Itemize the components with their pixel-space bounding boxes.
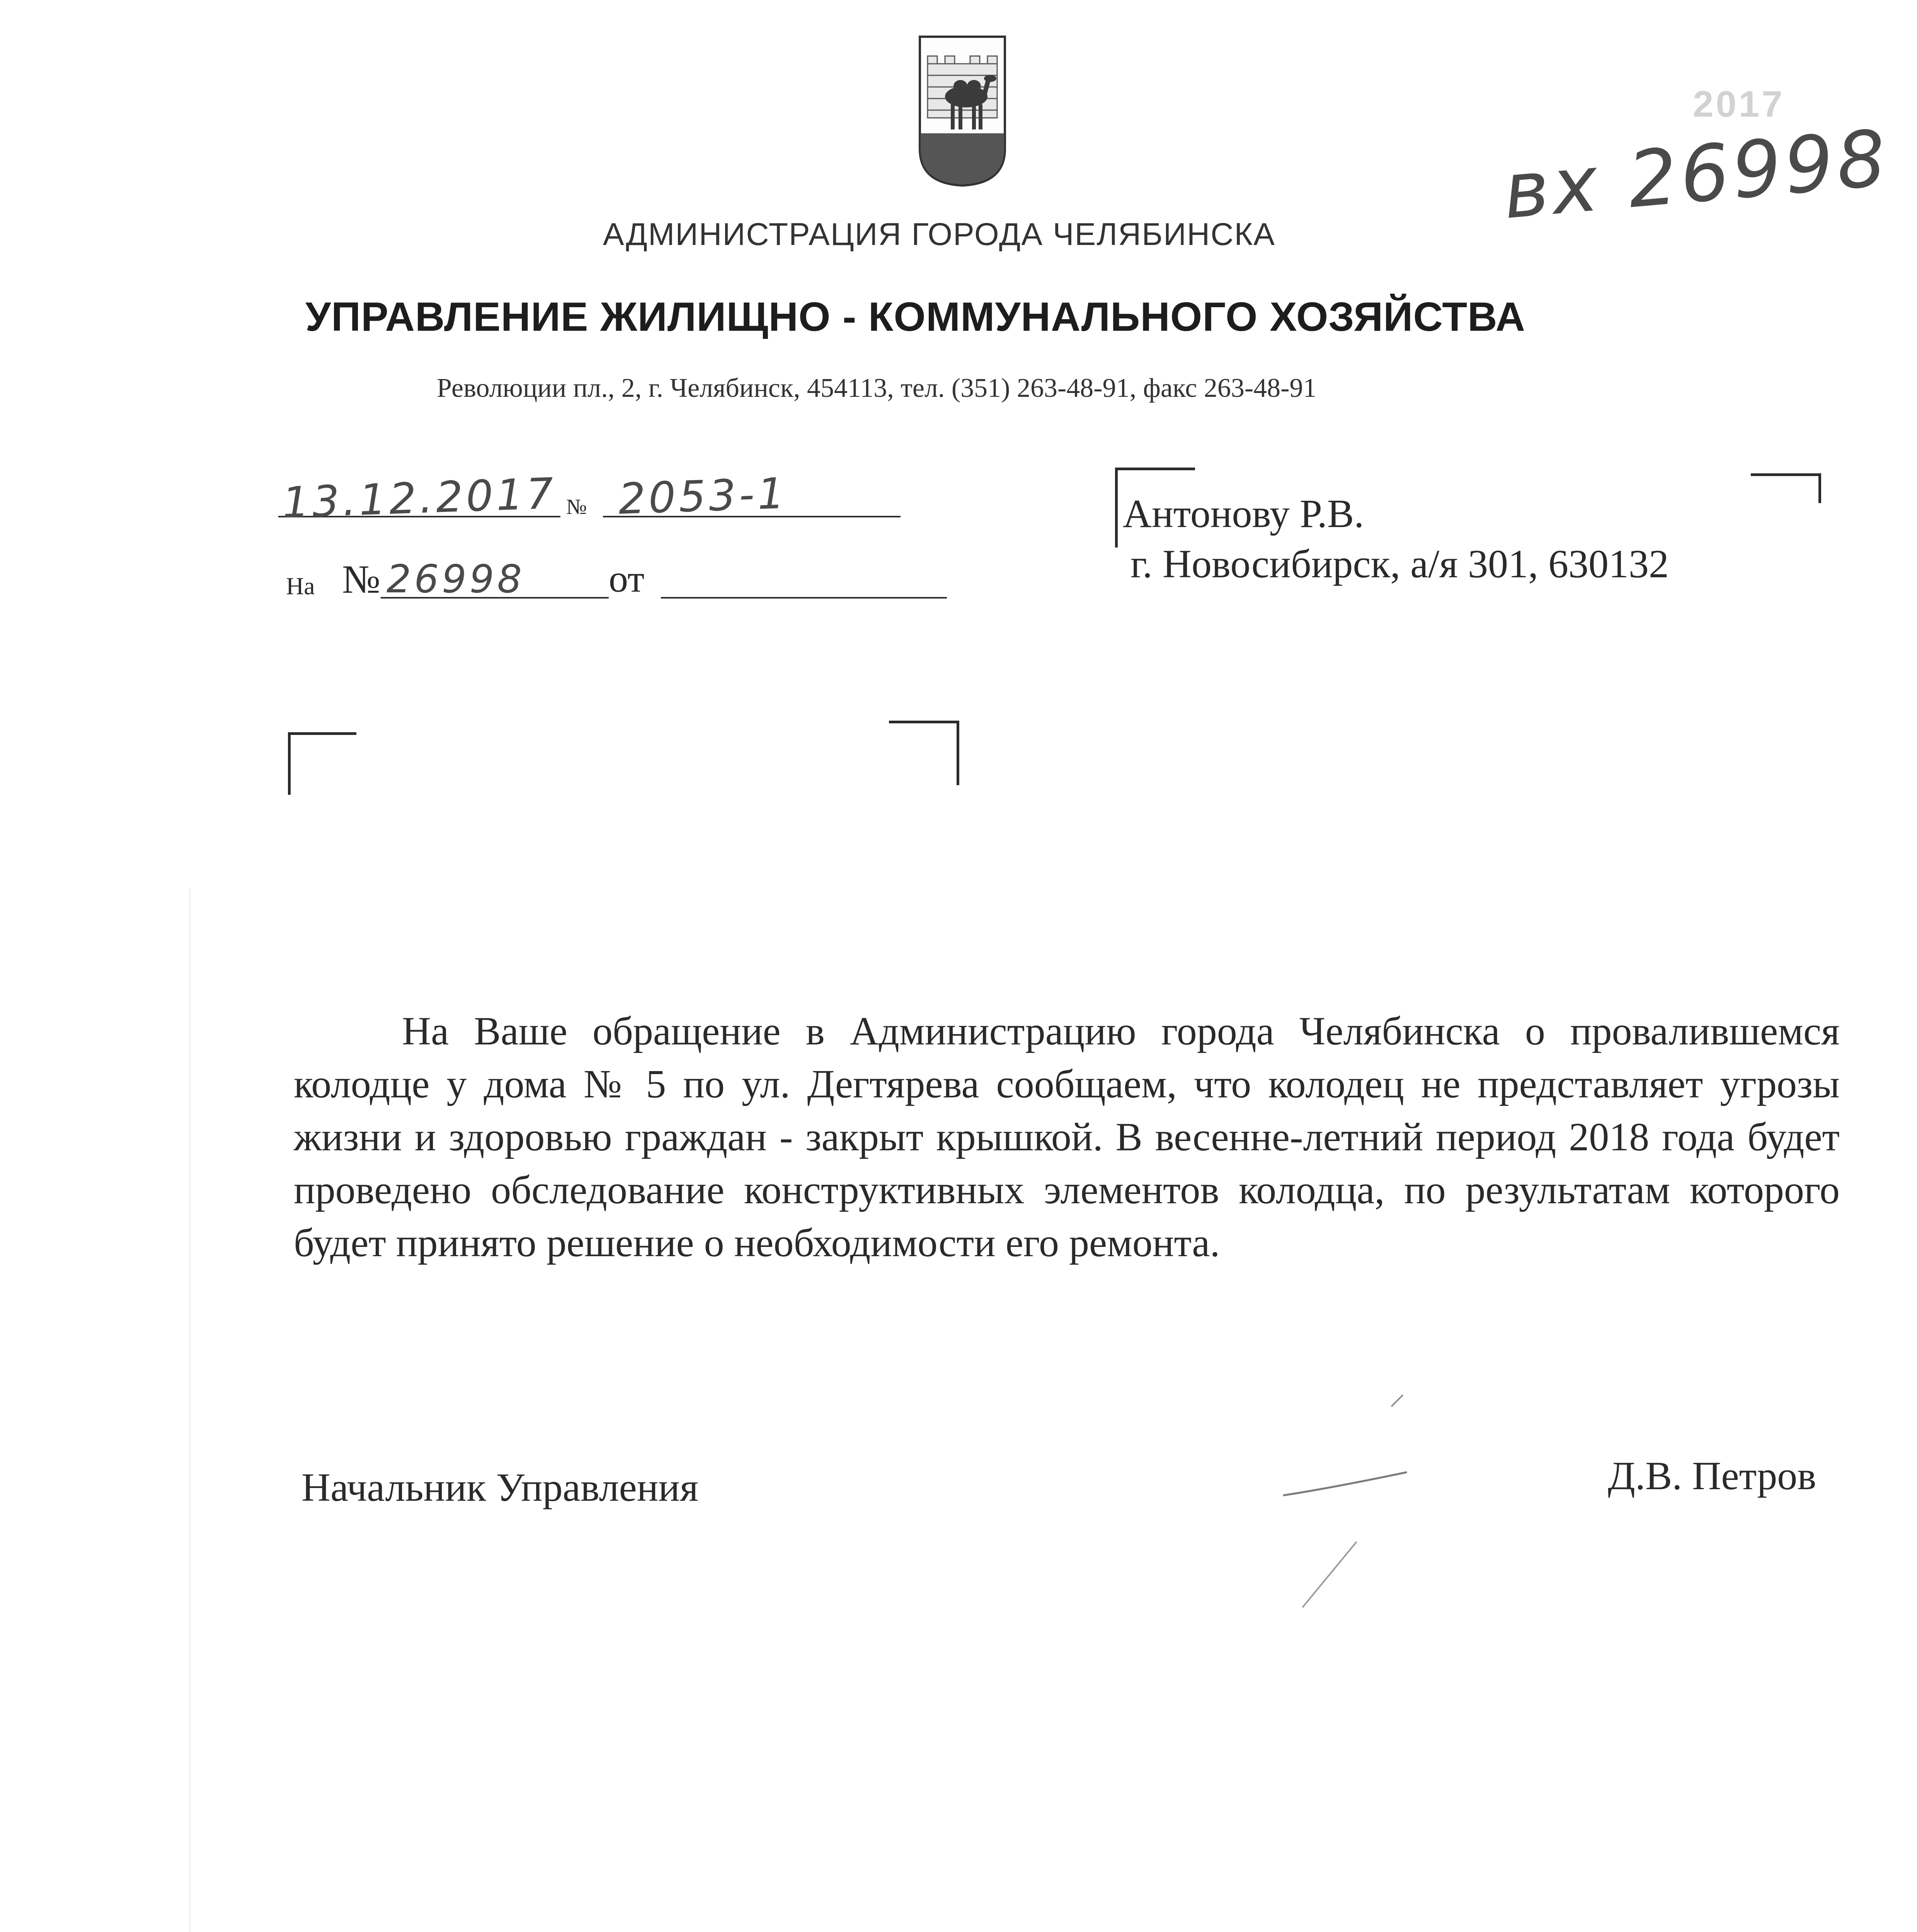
- city-emblem-icon: [916, 33, 1009, 187]
- scan-margin-line: [189, 889, 191, 1932]
- subject-corner-top-right: [889, 721, 959, 785]
- number-sign: №: [566, 495, 587, 519]
- administration-title: АДМИНИСТРАЦИЯ ГОРОДА ЧЕЛЯБИНСКА: [603, 217, 1275, 252]
- letter-body: [294, 1005, 1840, 1269]
- address-corner-top-right: [1751, 473, 1821, 503]
- from-date-underline: [661, 556, 947, 599]
- reply-number-sign: №: [342, 557, 381, 602]
- letter-body-text: На Ваше обращение в Администрацию города Челябинска о провалившемся колодце у дома № 5 по ул. Дегтярева сообщаем, что колодец не представляет угрозы жизни и здоровью граждан - закрыт крышкой. В весенне-летний период 2018 года будет проведено обследование конструктивных элементов колодца, по результатам которого будет принято решение о необходимости его ремонта.: [294, 1009, 1840, 1265]
- signatory-name: Д.В. Петров: [1608, 1454, 1817, 1498]
- from-label: от: [609, 557, 645, 600]
- outgoing-number: 2053-1: [617, 468, 788, 524]
- department-address: Революции пл., 2, г. Челябинск, 454113, тел. (351) 263-48-91, факс 263-48-91: [437, 373, 1317, 403]
- reply-number: 26998: [386, 556, 525, 602]
- outgoing-date: 13.12.2017: [281, 468, 557, 528]
- subject-corner-top-left: [288, 732, 356, 795]
- reply-prefix: На: [286, 572, 315, 600]
- recipient-address: г. Новосибирск, а/я 301, 630132: [1130, 542, 1669, 586]
- recipient-name: Антонову Р.В.: [1123, 492, 1364, 536]
- incoming-number-handwritten: вх 26998: [1500, 113, 1893, 237]
- signatory-title: Начальник Управления: [301, 1465, 698, 1510]
- handwritten-signature: [1275, 1391, 1546, 1662]
- faint-stamp-year: 2017: [1693, 83, 1785, 125]
- department-title: УПРАВЛЕНИЕ ЖИЛИЩНО - КОММУНАЛЬНОГО ХОЗЯЙСТВА: [305, 294, 1525, 340]
